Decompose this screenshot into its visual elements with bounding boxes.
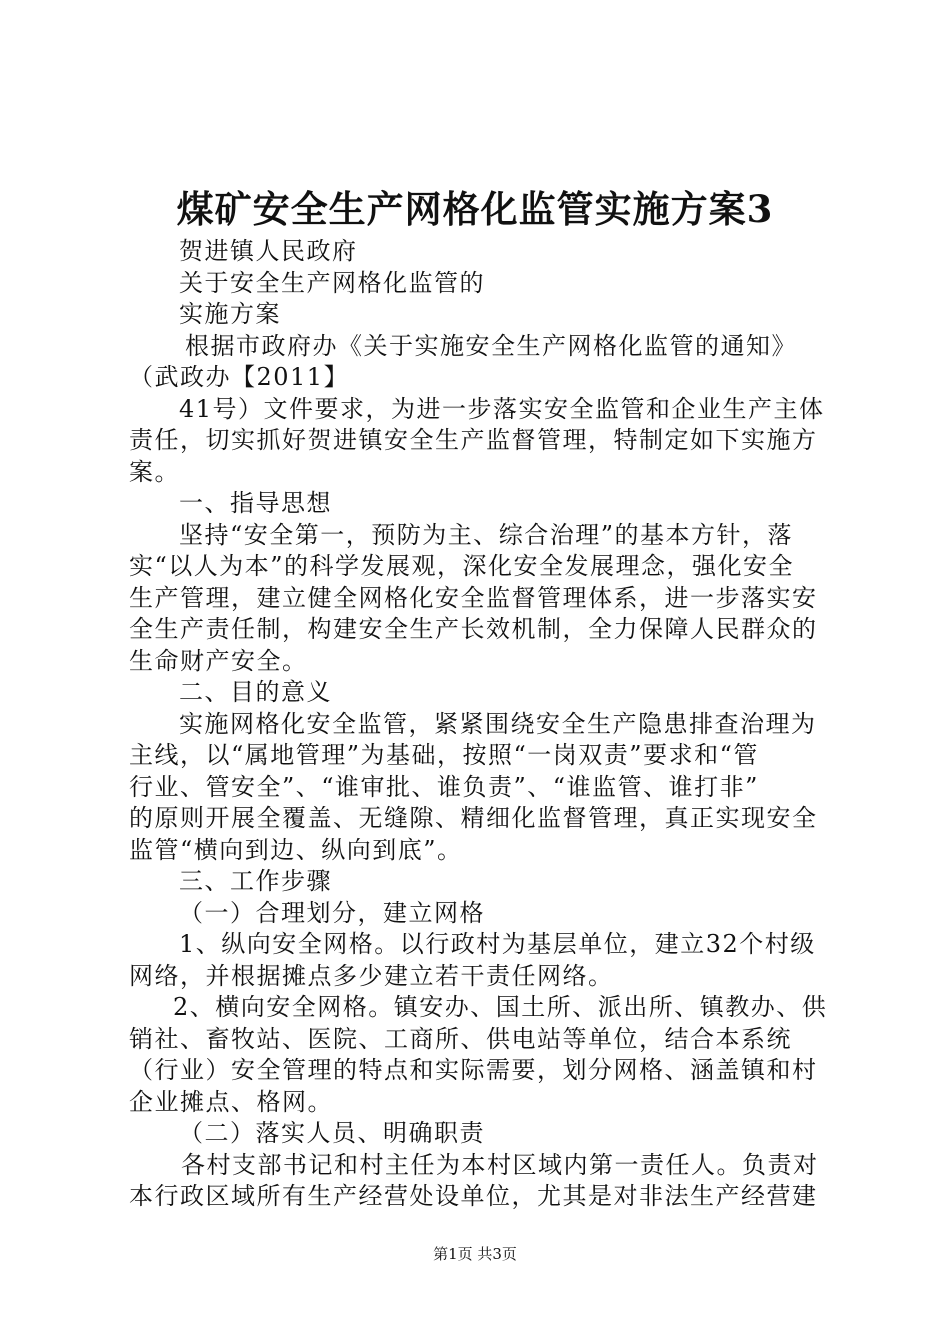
document-title: 煤矿安全生产网格化监管实施方案3 <box>176 187 774 231</box>
body-line: 关于安全生产网格化监管的 <box>179 268 485 297</box>
body-line: 实施网格化安全监管，紧紧围绕安全生产隐患排查治理为 <box>179 709 817 738</box>
body-line: 41号）文件要求，为进一步落实安全监管和企业生产主体 <box>179 394 825 423</box>
body-line: 的原则开展全覆盖、无缝隙、精细化监督管理，真正实现安全 <box>129 804 818 832</box>
body-line: 本行政区域所有生产经营处设单位，尤其是对非法生产经营建 <box>129 1182 818 1210</box>
body-line: 一、指导思想 <box>179 489 332 517</box>
body-line: 行业、管安全”、“谁审批、谁负责”、“谁监管、谁打非” <box>129 772 759 801</box>
body-line: 1、纵向安全网格。以行政村为基层单位，建立32个村级 <box>179 930 816 958</box>
body-line: （武政办【2011】 <box>129 363 350 391</box>
body-line: 三、工作步骤 <box>179 867 332 895</box>
body-line: 责任，切实抓好贺进镇安全生产监督管理，特制定如下实施方 <box>129 426 818 454</box>
body-line: 企业摊点、格网。 <box>129 1087 333 1116</box>
body-line: 销社、畜牧站、医院、工商所、供电站等单位，结合本系统 <box>129 1024 792 1053</box>
body-line: （二）落实人员、明确职责 <box>179 1119 485 1147</box>
body-line: 贺进镇人民政府 <box>179 237 358 265</box>
body-line: 网络，并根据摊点多少建立若干责任网络。 <box>129 961 614 990</box>
body-line: 监管“横向到边、纵向到底”。 <box>129 835 463 864</box>
body-line: （行业）安全管理的特点和实际需要，划分网格、涵盖镇和村 <box>129 1056 818 1084</box>
body-line: 2、横向安全网格。镇安办、国土所、派出所、镇教办、供 <box>173 993 828 1021</box>
body-line: 生命财产安全。 <box>129 646 308 675</box>
body-line: 全生产责任制，构建安全生产长效机制，全力保障人民群众的 <box>129 615 818 643</box>
body-line: 二、目的意义 <box>179 678 332 706</box>
body-line: 坚持“安全第一，预防为主、综合治理”的基本方针，落 <box>179 520 794 549</box>
page-footer: 第1页 共3页 <box>433 1245 517 1263</box>
body-line: 根据市政府办《关于实施安全生产网格化监管的通知》 <box>185 331 797 360</box>
body-line: 各村支部书记和村主任为本村区域内第一责任人。负责对 <box>181 1150 819 1179</box>
body-line: 案。 <box>129 457 180 486</box>
body-line: 实“以人为本”的科学发展观，深化安全发展理念，强化安全 <box>129 552 795 580</box>
document-body <box>129 236 831 1213</box>
body-line: 主线，以“属地管理”为基础，按照“一岗双责”要求和“管 <box>129 741 759 769</box>
body-line: （一）合理划分，建立网格 <box>179 898 485 927</box>
body-line: 实施方案 <box>179 300 281 328</box>
body-line: 生产管理，建立健全网格化安全监督管理体系，进一步落实安 <box>129 583 818 612</box>
